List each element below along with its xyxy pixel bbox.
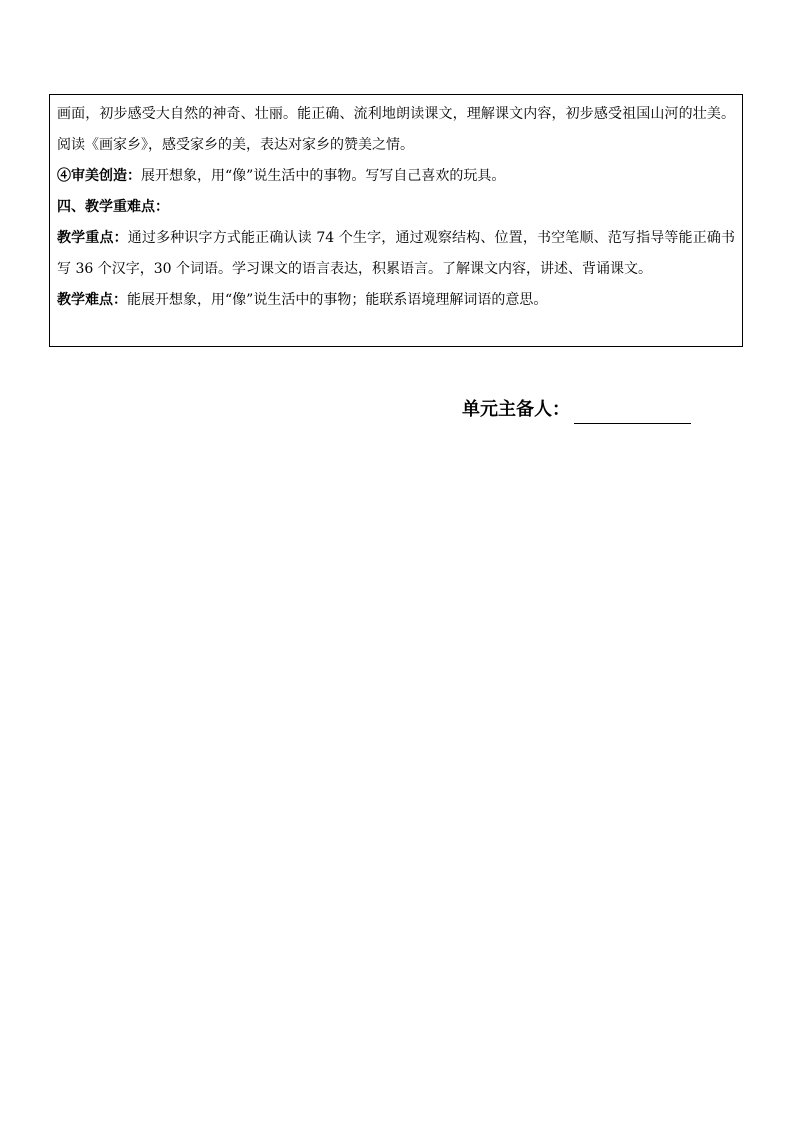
lesson-plan-box [49, 94, 743, 347]
signature-blank-line[interactable] [574, 401, 691, 424]
aesthetic-creation-label: ④审美创造： [57, 168, 141, 184]
paragraph-teaching-difficulty [57, 285, 735, 316]
section-heading-key-points: 四、教学重难点： [57, 199, 169, 215]
teaching-difficulty-text: 能展开想象，用“像”说生活中的事物；能联系语境理解词语的意思。 [127, 292, 548, 308]
paragraph-aesthetic-intro: 画面，初步感受大自然的神奇、壮丽。能正确、流利地朗读课文，理解课文内容，初步感受祖国山河的壮美。阅读《画家乡》，感受家乡的美，表达对家乡的赞美之情。 [57, 106, 735, 153]
teaching-focus-label: 教学重点： [57, 230, 128, 246]
teaching-focus-text: 通过多种识字方式能正确认读 74 个生字，通过观察结构、位置，书空笔顺、范写指导等能正确书写 36 个汉字，30 个词语。学习课文的语言表达，积累语言。了解课文内容，讲述、背诵课文。 [57, 230, 736, 277]
aesthetic-creation-text: 展开想象，用“像”说生活中的事物。写写自己喜欢的玩具。 [141, 168, 506, 184]
unit-preparer-signature [462, 396, 691, 424]
paragraph-aesthetic-creation [57, 161, 735, 192]
signature-label: 单元主备人： [462, 399, 570, 420]
teaching-difficulty-label: 教学难点： [57, 292, 127, 308]
paragraph-teaching-focus [57, 223, 735, 285]
